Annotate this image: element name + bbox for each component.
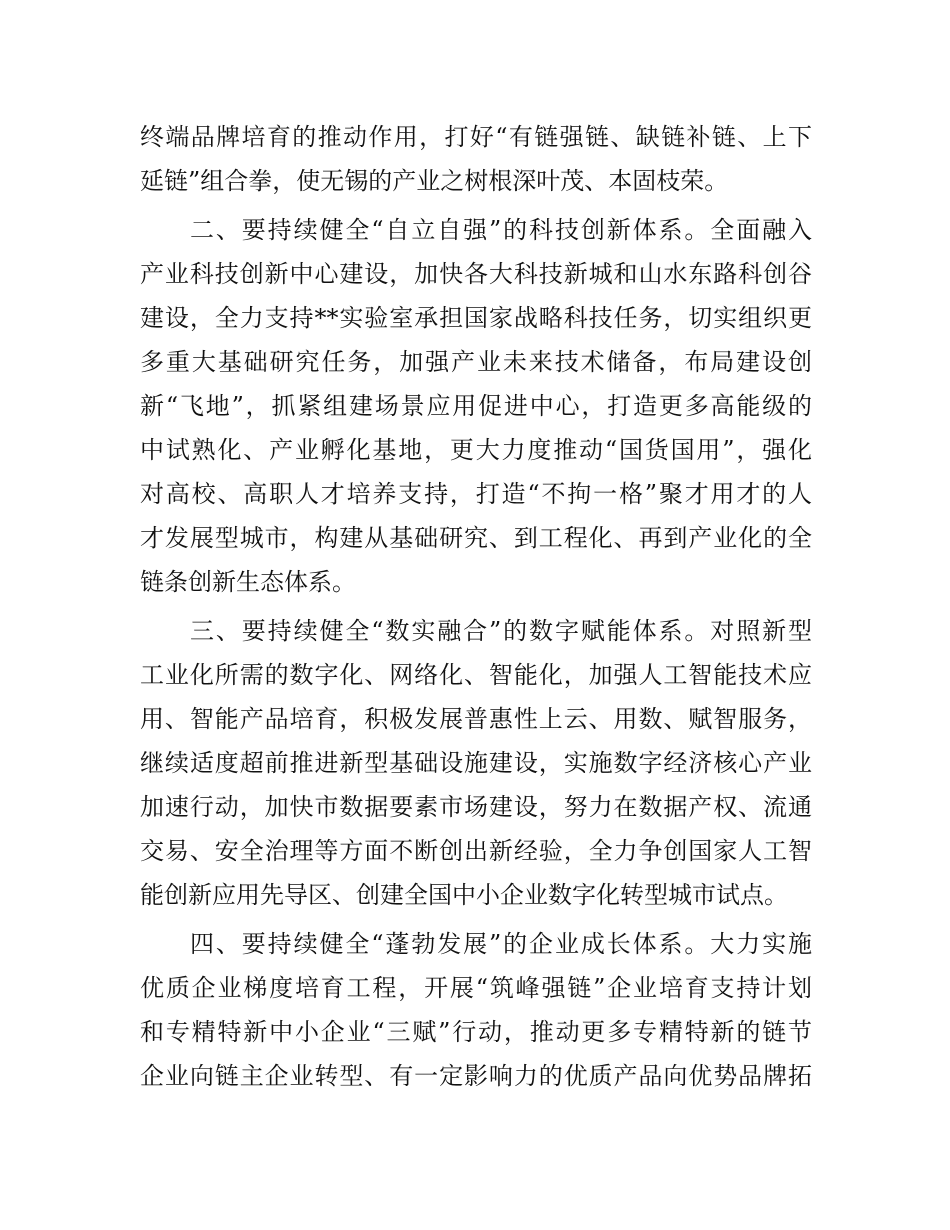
text-line: 链条创新生态体系。 xyxy=(140,568,356,596)
text-line: 新“飞地”，抓紧组建场景应用促进中心，打造更多高能级的 xyxy=(140,392,812,420)
text-line: 多重大基础研究任务，加强产业未来技术储备，布局建设创 xyxy=(140,348,812,376)
text-line: 三、要持续健全“数实融合”的数字赋能体系。对照新型 xyxy=(190,617,812,645)
text-line: 优质企业梯度培育工程，开展“筑峰强链”企业培育支持计划 xyxy=(140,974,812,1002)
text-line: 对高校、高职人才培养支持，打造“不拘一格”聚才用才的人 xyxy=(140,480,812,508)
text-line: 延链”组合拳，使无锡的产业之树根深叶茂、本固枝荣。 xyxy=(140,167,729,195)
text-line: 工业化所需的数字化、网络化、智能化，加强人工智能技术应 xyxy=(140,661,812,689)
paragraph-3 xyxy=(140,609,812,917)
paragraph-2 xyxy=(140,208,812,604)
text-line: 建设，全力支持**实验室承担国家战略科技任务，切实组织更 xyxy=(140,304,812,332)
text-line: 才发展型城市，构建从基础研究、到工程化、再到产业化的全 xyxy=(140,524,812,552)
paragraph-1 xyxy=(140,115,812,203)
text-line: 交易、安全治理等方面不断创出新经验，全力争创国家人工智 xyxy=(140,837,812,865)
text-line: 产业科技创新中心建设，加快各大科技新城和山水东路科创谷 xyxy=(140,260,812,288)
text-line: 终端品牌培育的推动作用，打好“有链强链、缺链补链、上下 xyxy=(140,123,812,151)
document-body xyxy=(140,115,812,1103)
text-line: 四、要持续健全“蓬勃发展”的企业成长体系。大力实施 xyxy=(190,930,812,958)
text-line: 能创新应用先导区、创建全国中小企业数字化转型城市试点。 xyxy=(140,881,788,909)
text-line: 继续适度超前推进新型基础设施建设，实施数字经济核心产业 xyxy=(140,749,812,777)
text-line: 和专精特新中小企业“三赋”行动，推动更多专精特新的链节 xyxy=(140,1018,812,1046)
text-line: 企业向链主企业转型、有一定影响力的优质产品向优势品牌拓 xyxy=(140,1062,812,1090)
text-line: 二、要持续健全“自立自强”的科技创新体系。全面融入 xyxy=(190,216,812,244)
text-line: 中试熟化、产业孵化基地，更大力度推动“国货国用”，强化 xyxy=(140,436,812,464)
paragraph-4 xyxy=(140,922,812,1098)
text-line: 用、智能产品培育，积极发展普惠性上云、用数、赋智服务， xyxy=(140,705,812,733)
text-line: 加速行动，加快市数据要素市场建设，努力在数据产权、流通 xyxy=(140,793,812,821)
